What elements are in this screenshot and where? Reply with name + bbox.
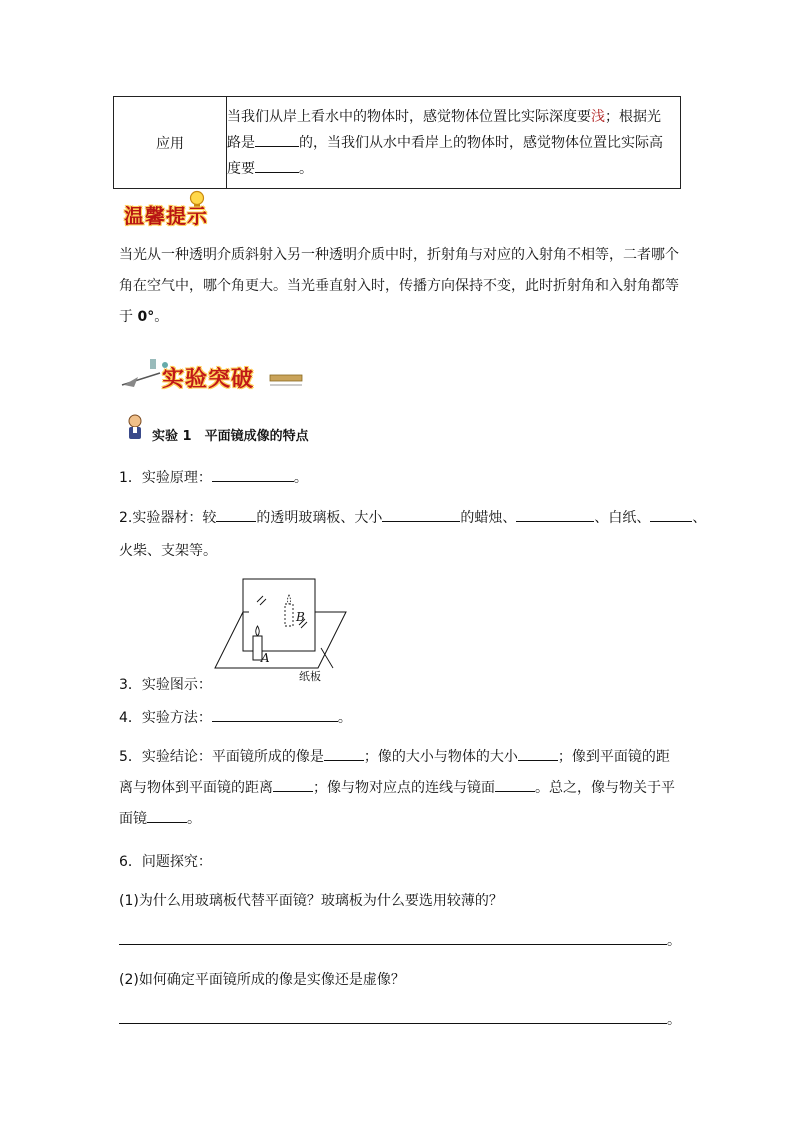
tip-line: 于 bbox=[119, 309, 138, 325]
fill-blank[interactable] bbox=[324, 746, 364, 761]
fill-blank[interactable] bbox=[495, 777, 535, 792]
item-conclusion bbox=[119, 742, 689, 835]
fill-blank[interactable] bbox=[147, 808, 187, 823]
conclusion-text: 。总之，像与物关于平 bbox=[535, 780, 675, 796]
application-line1-tail: ；根据光 bbox=[605, 108, 661, 125]
handwritten-answer: 浅 bbox=[591, 108, 605, 125]
application-line2-tail: 的，当我们从水中看岸上的物体时，感觉物体位置比实际高 bbox=[299, 134, 663, 151]
item-principle bbox=[119, 463, 308, 494]
fill-blank[interactable] bbox=[650, 507, 692, 522]
fill-blank[interactable] bbox=[212, 707, 338, 722]
figure-label-a: A bbox=[261, 651, 270, 665]
zero-degree: 0° bbox=[137, 309, 155, 325]
figure-label-b: B bbox=[296, 610, 305, 624]
application-content bbox=[227, 97, 681, 189]
figure-label-paper: 纸板 bbox=[299, 670, 321, 683]
fill-blank[interactable] bbox=[212, 467, 294, 482]
application-line2-text: 路是 bbox=[227, 134, 255, 151]
fill-blank[interactable] bbox=[216, 507, 256, 522]
fill-blank[interactable] bbox=[255, 132, 299, 147]
item-questions: 6．问题探究： bbox=[119, 854, 212, 870]
fill-blank[interactable] bbox=[382, 507, 460, 522]
item-principle-end: 。 bbox=[293, 470, 308, 486]
question-2: (2)如何确定平面镜所成的像是实像还是虚像？ bbox=[119, 972, 405, 988]
item-diagram: 3．实验图示： bbox=[119, 677, 212, 693]
conclusion-text: 面镜 bbox=[119, 811, 147, 827]
item-principle-label: 1．实验原理： bbox=[119, 470, 212, 486]
mirror-experiment-figure bbox=[213, 578, 363, 688]
item-materials-text: 、 bbox=[692, 510, 707, 526]
tip-paragraph bbox=[119, 240, 689, 333]
conclusion-text: ；像的大小与物体的大小 bbox=[363, 749, 518, 765]
experiment-banner bbox=[120, 355, 305, 395]
item-method-label: 4．实验方法： bbox=[119, 710, 212, 726]
tip-line: 角在空气中，哪个角更大。当光垂直射入时，传播方向保持不变，此时折射角和入射角都等 bbox=[119, 278, 679, 294]
conclusion-text: ；像与物对应点的连线与镜面 bbox=[313, 780, 495, 796]
answer-line-2[interactable] bbox=[119, 1023, 667, 1024]
answer-line-1[interactable] bbox=[119, 944, 667, 945]
fill-blank[interactable] bbox=[273, 777, 313, 792]
experiment-heading: 实验 1 平面镜成像的特点 bbox=[152, 429, 309, 444]
application-label: 应用 bbox=[114, 97, 227, 189]
question-1: (1)为什么用玻璃板代替平面镜？玻璃板为什么要选用较薄的？ bbox=[119, 893, 503, 909]
fill-blank[interactable] bbox=[516, 507, 594, 522]
fill-blank[interactable] bbox=[518, 746, 558, 761]
experiment-banner-title: 实验突破 bbox=[162, 366, 255, 392]
item-method-end: 。 bbox=[337, 710, 352, 726]
item-materials-text: 2.实验器材：较 bbox=[119, 510, 217, 526]
teacher-icon bbox=[125, 413, 145, 441]
application-table bbox=[113, 96, 681, 189]
conclusion-text: 。 bbox=[187, 811, 201, 827]
conclusion-text: 5．实验结论：平面镜所成的像是 bbox=[119, 749, 324, 765]
fill-blank[interactable] bbox=[255, 158, 299, 173]
answer-line-2-end: 。 bbox=[667, 1012, 681, 1028]
conclusion-text: 离与物体到平面镜的距离 bbox=[119, 780, 273, 796]
tip-line: 当光从一种透明介质斜射入另一种透明介质中时，折射角与对应的入射角不相等，二者哪个 bbox=[119, 247, 679, 263]
tip-line-end: 。 bbox=[154, 309, 169, 325]
item-materials-line2: 火柴、支架等。 bbox=[119, 543, 217, 559]
application-line3-text: 度要 bbox=[227, 160, 255, 177]
tip-banner bbox=[124, 190, 214, 230]
conclusion-text: ；像到平面镜的距 bbox=[557, 749, 670, 765]
tip-banner-title: 温馨提示 bbox=[124, 204, 208, 228]
item-materials-text: 的蜡烛、 bbox=[460, 510, 517, 526]
item-materials bbox=[119, 503, 707, 567]
application-line3-tail: 。 bbox=[299, 160, 313, 177]
item-materials-text: 的透明玻璃板、大小 bbox=[256, 510, 383, 526]
item-method bbox=[119, 703, 352, 734]
item-materials-text: 、白纸、 bbox=[594, 510, 651, 526]
application-line1-text: 当我们从岸上看水中的物体时，感觉物体位置比实际深度要 bbox=[227, 108, 591, 125]
answer-line-1-end: 。 bbox=[667, 933, 681, 949]
